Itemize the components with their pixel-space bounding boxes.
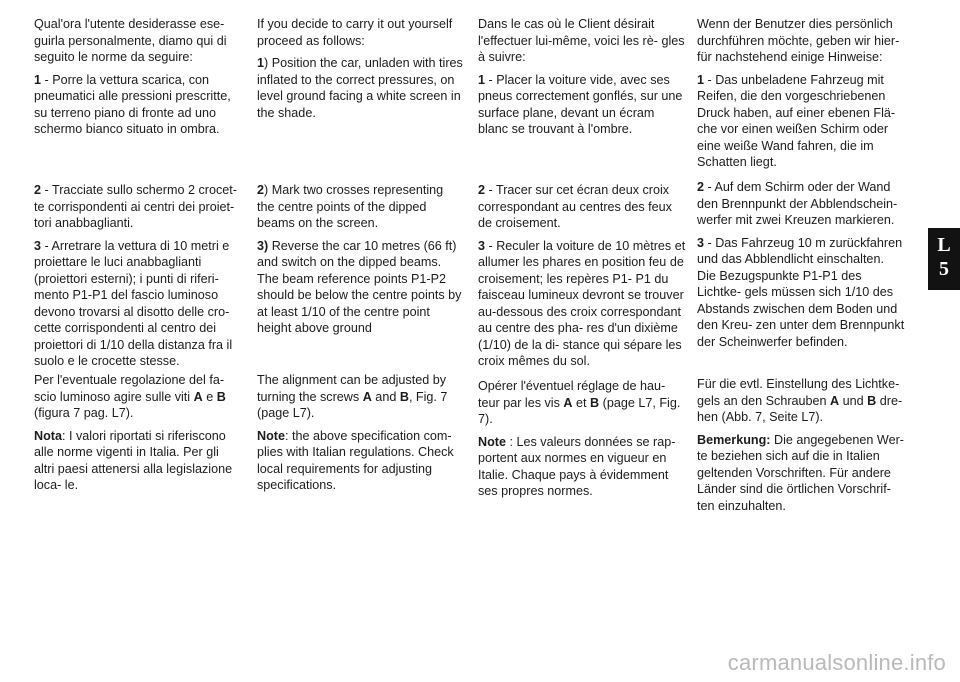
screw-b-label: B [867, 393, 877, 408]
screw-b-label: B [216, 389, 226, 404]
step-2 [478, 182, 687, 232]
step-number: 1 [34, 72, 42, 87]
step-number: 2 [257, 183, 265, 197]
step-text: - Auf dem Schirm oder der Wand den Brennpunkt der Abblendschein- werfer mit zwei Kreuzen markieren. [697, 180, 898, 227]
adjustment-paragraph: Opérer l'éventuel réglage de hau- teur par les vis A et B (page L7, Fig. 7). [478, 379, 681, 426]
section-tab-letter: L [937, 234, 951, 256]
step-text: - Tracer sur cet écran deux croix correspondant au centres des feux de croisement. [478, 183, 672, 230]
step-text: - Das Fahrzeug 10 m zurückfahren und das Abblendlicht einschalten. Die Bezugspunkte P1-P1 des Lichtke- gels müssen sich 1/10 des Abstands zwischen dem Boden und den Kreu- zen unter dem Brennpunkt der Scheinwerfer befinden. [697, 235, 905, 349]
step-2 [34, 182, 238, 232]
adjustment-paragraph: The alignment can be adjusted by turning the screws A and B, Fig. 7 (page L7). [257, 373, 448, 420]
step-2 [697, 179, 906, 229]
section-tab-number: 5 [939, 258, 949, 280]
step-2 [257, 182, 463, 232]
screw-a-label: A [362, 389, 372, 404]
step-number: 2 [697, 180, 705, 194]
intro-paragraph: Dans le cas où le Client désirait l'effectuer lui-même, voici les rè- gles à suivre: [478, 17, 685, 64]
step-text: ) Position the car, unladen with tires inflated to the correct pressures, on level ground facing a white screen in the shade. [257, 56, 463, 120]
step-text: - Reculer la voiture de 10 mètres et allumer les phares en position feu de croisement; les repères P1- P1 du faisceau lumineux devront se trouver au-dessous des croix correspondant au centre des pha- res d'un dixième (1/10) de la di- stance qui sépare les croix mêmes du sol. [478, 238, 686, 368]
note-paragraph: Note: the above specification com- plies with Italian regulations. Check local requirements for adjusting specifications. [257, 428, 454, 492]
step-1 [478, 72, 687, 138]
screw-a-label: A [830, 393, 840, 408]
column-german [697, 16, 906, 513]
step-number: 1 [697, 72, 705, 87]
adjustment-paragraph: Für die evtl. Einstellung des Lichtke- gels an den Schrauben A und B dre- hen (Abb. 7, Seite L7). [697, 377, 903, 424]
watermark-footer: carmanualsonline.info [727, 650, 946, 675]
step-number: 3 [478, 238, 486, 253]
section-steps [697, 179, 906, 350]
intro-paragraph: If you decide to carry it out yourself proceed as follows: [257, 17, 453, 48]
step-text: - Arretrare la vettura di 10 metri e proiettare le luci anabbaglianti (proiettori esterni); i punti di riferi- mento P1-P1 del fascio luminoso devono trovarsi al disotto delle cro- cette corrispondenti al centro dei proiettori di 1/10 della distanza fra il suolo e le crocette stesse. [34, 238, 233, 368]
step-1 [34, 72, 238, 138]
step-number: 2 [478, 183, 486, 197]
section-steps [257, 182, 463, 337]
intro-paragraph: Qual'ora l'utente desiderasse ese- guirla personalmente, diamo qui di seguito le norme da seguire: [34, 17, 227, 64]
adjustment-paragraph: Per l'eventuale regolazione del fa- scio luminoso agire sulle viti A e B (figura 7 pag. L7). [34, 373, 226, 420]
step-text: ) Mark two crosses representing the centre points of the dipped beams on the screen. [257, 183, 444, 230]
column-italian [34, 16, 238, 492]
screw-a-label: A [563, 395, 573, 410]
section-steps [478, 182, 687, 370]
screw-b-label: B [590, 395, 600, 410]
screw-a-label: A [193, 389, 203, 404]
column-english [257, 16, 463, 492]
section-adjustment [697, 376, 906, 514]
section-adjustment [257, 372, 463, 494]
step-text: Reverse the car 10 metres (66 ft) and switch on the dipped beams. The beam reference points P1-P2 should be below the centre points by at least 1/10 of the centre point height above ground [257, 238, 462, 335]
step-text: - Das unbeladene Fahrzeug mit Reifen, die den vorgeschriebenen Druck haben, auf einer ebenen Flä- che vor einen weißen Schirm oder eine weiße Wand fahren, die im Schatten liegt. [697, 72, 896, 169]
step-number: 2 [34, 183, 42, 197]
step-text: - Porre la vettura scarica, con pneumatici alle pressioni prescritte, su terreno piano di fronte ad uno schermo bianco situato in ombra. [34, 72, 231, 136]
step-text: - Tracciate sullo schermo 2 crocet- te corrispondenti ai centri dei proiet- tori anabbaglianti. [34, 183, 237, 230]
intro-paragraph: Wenn der Benutzer dies persönlich durchführen möchte, geben wir hier- für nachstehend einige Hinweise: [697, 17, 900, 64]
step-1 [697, 72, 906, 171]
section-adjustment [478, 378, 687, 500]
step-3 [257, 238, 463, 337]
note-paragraph: Bemerkung: Die angegebenen Wer- te beziehen sich auf die in Italien geltenden Vorschriften. Für andere Länder sind die örtlichen Vorschrif- ten einzuhalten. [697, 432, 904, 513]
note-paragraph: Nota: I valori riportati si riferiscono alle norme vigenti in Italia. Per gli altri paesi attenersi alla legislazione loca- le. [34, 428, 233, 492]
step-3 [34, 238, 238, 370]
note-paragraph: Note : Les valeurs données se rap- portent aux normes en vigueur en Italie. Chaque pays à évidemment ses propres normes. [478, 434, 676, 498]
note-label: Note [478, 434, 506, 449]
section-adjustment [34, 372, 238, 494]
step-3 [697, 235, 906, 351]
step-number: 1 [257, 56, 265, 70]
step-number: 3 [697, 235, 705, 250]
section-tab [928, 228, 960, 290]
screw-b-label: B [399, 389, 409, 404]
step-1 [257, 55, 463, 121]
step-number: 3) [257, 238, 269, 253]
section-steps [34, 182, 238, 370]
step-number: 3 [34, 238, 42, 253]
note-label: Nota [34, 428, 62, 443]
step-3 [478, 238, 687, 370]
column-french [478, 16, 687, 498]
note-label: Note [257, 428, 285, 443]
note-label: Bemerkung: [697, 432, 771, 447]
step-number: 1 [478, 72, 486, 87]
step-text: - Placer la voiture vide, avec ses pneus correctement gonflés, sur une surface plane, devant un écram blanc se trouvant à l'ombre. [478, 72, 683, 136]
